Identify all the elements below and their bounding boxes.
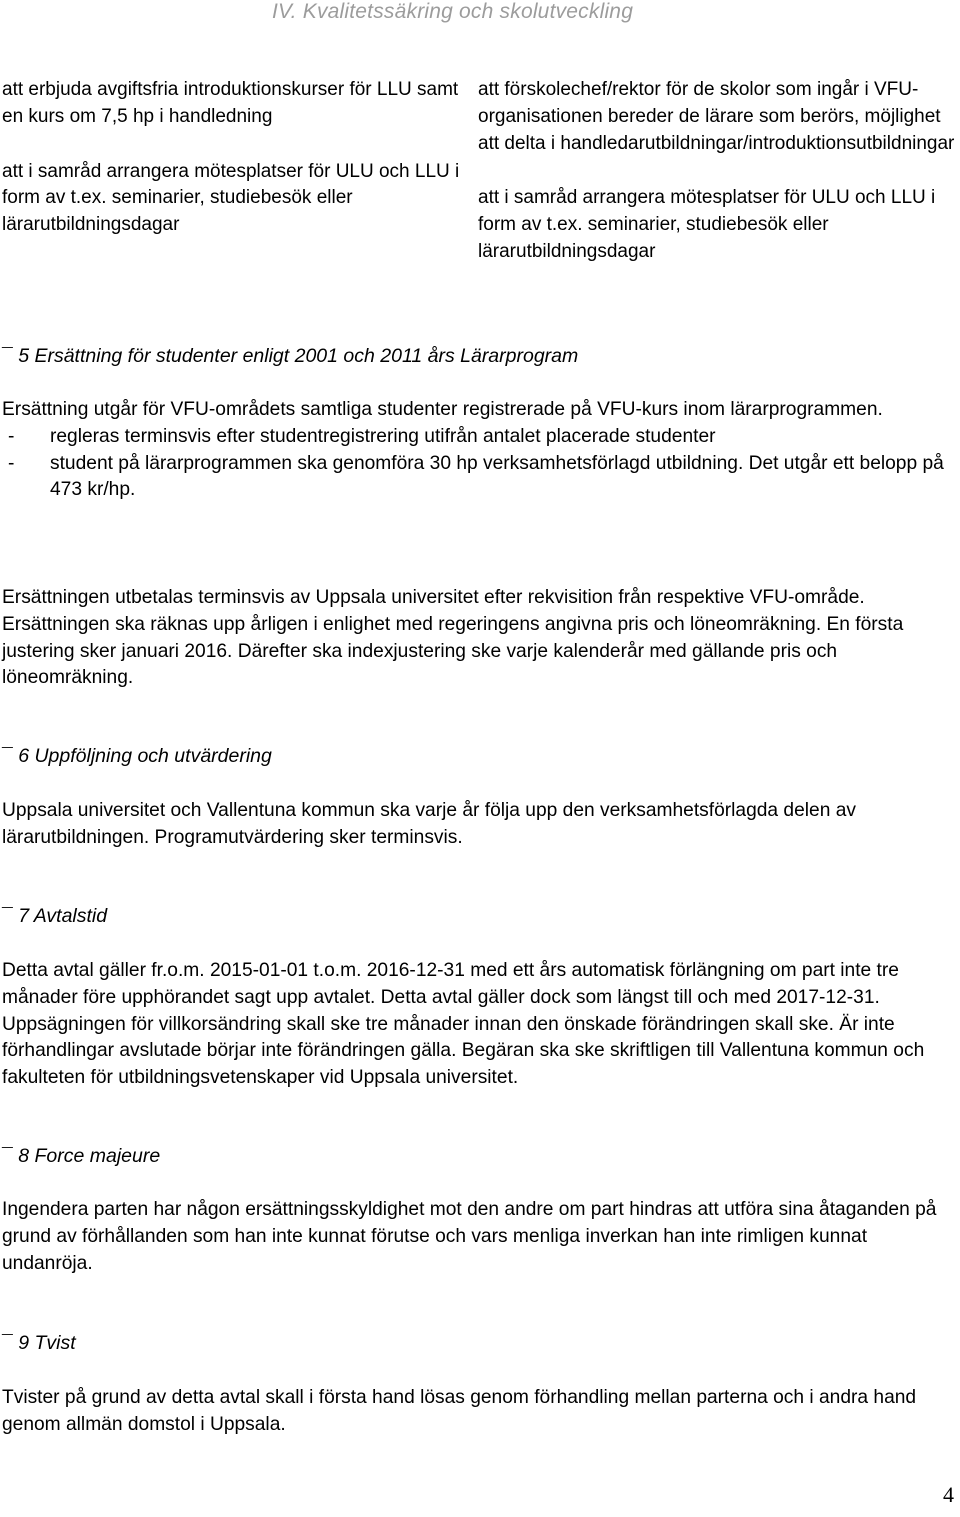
section-7-text: Detta avtal gäller fr.o.m. 2015-01-01 t.o.m. 2016-12-31 med ett års automatisk förlängning om part inte tre månader före upphörandet sagt upp avtalet. Detta avtal gäller dock som längst till och med 2017-12-31. Uppsägningen för villkorsändring skall ske tre månader innan den önskade förändringen skall ske. Är inte förhandlingar avslutade börjar inte förändringen gälla. Begäran ska ske skriftligen till Vallentuna kommun och fakulteten för utbildningsvetenskaper vid Uppsala universitet. [2,960,925,1089]
section-5-para-2: Ersättningen utbetalas terminsvis av Uppsala universitet efter rekvisition från respektive VFU-område. [2,587,865,608]
section-5-bullet-list [2,424,952,504]
bullet-text: student på lärarprogrammen ska genomföra 30 hp verksamhetsförlagd utbildning. Det utgår ett belopp på 473 kr/hp. [50,452,944,501]
section-5-payment [2,585,952,692]
section-7-heading [2,905,107,928]
heading-mark: ¯ [2,905,13,927]
section-5-body [2,397,952,504]
right-item-1: att förskolechef/rektor för de skolor som ingår i VFU-organisationen bereder de lärare som berörs, möjlighet att delta i handledarutbildningar/introduktionsutbildningar [478,79,955,154]
section-9-title: 9 Tvist [18,1332,76,1354]
section-8-body [2,1197,952,1277]
section-5-title: 5 Ersättning för studenter enligt 2001 och 2011 års Lärarprogram [18,345,579,367]
section-9-body [2,1385,952,1439]
bullet-text: regleras terminsvis efter studentregistrering utifrån antalet placerade studenter [50,425,716,447]
section-9-text: Tvister på grund av detta avtal skall i första hand lösas genom förhandling mellan parterna och i andra hand genom allmän domstol i Uppsala. [2,1387,917,1435]
list-item [2,424,952,451]
left-item-1: att erbjuda avgiftsfria introduktionskurser för LLU samt en kurs om 7,5 hp i handledning [2,79,459,127]
section-7-title: 7 Avtalstid [18,905,108,927]
section-8-text: Ingendera parten har någon ersättningsskyldighet mot den andre om part hindras att utföra sina åtaganden på grund av förhållanden som han inte kunnat förutse och vars menliga inverkan han inte rimligen kunnat undanröja. [2,1199,937,1274]
section-6-title: 6 Uppföljning och utvärdering [18,745,272,767]
page-number: 4 [943,1482,954,1507]
section-8-heading [2,1145,160,1168]
running-header: IV. Kvalitetssäkring och skolutveckling [272,0,634,23]
section-6-text: Uppsala universitet och Vallentuna kommun ska varje år följa upp den verksamhetsförlagda delen av lärarutbildningen. Programutvärdering sker terminsvis. [2,800,856,848]
section-8-title: 8 Force majeure [18,1145,161,1167]
heading-mark: ¯ [2,745,13,767]
left-item-2: att i samråd arrangera mötesplatser för ULU och LLU i form av t.ex. seminarier, studiebesök eller lärarutbildningsdagar [2,160,460,236]
section-5-para-3: Ersättningen ska räknas upp årligen i enlighet med regeringens angivna pris och löneomräkning. En första justering sker januari 2016. Därefter ska indexjustering ske varje kalenderår med gällande pris och löneomräkning. [2,613,904,689]
heading-mark: ¯ [2,1145,13,1167]
right-column [478,77,960,266]
section-7-body [2,958,952,1092]
section-5-heading [2,345,578,368]
section-6-body [2,798,952,852]
heading-mark: ¯ [2,1332,13,1354]
section-6-heading [2,745,272,768]
heading-mark: ¯ [2,345,13,367]
left-column [2,77,462,239]
list-item [2,451,952,505]
bullet-dash: - [8,452,15,474]
section-5-intro: Ersättning utgår för VFU-områdets samtliga studenter registrerade på VFU-kurs inom lärarprogrammen. [2,399,883,420]
right-item-2: att i samråd arrangera mötesplatser för ULU och LLU i form av t.ex. seminarier, studiebesök eller lärarutbildningsdagar [478,187,936,262]
section-9-heading [2,1332,76,1355]
bullet-dash: - [8,425,15,447]
